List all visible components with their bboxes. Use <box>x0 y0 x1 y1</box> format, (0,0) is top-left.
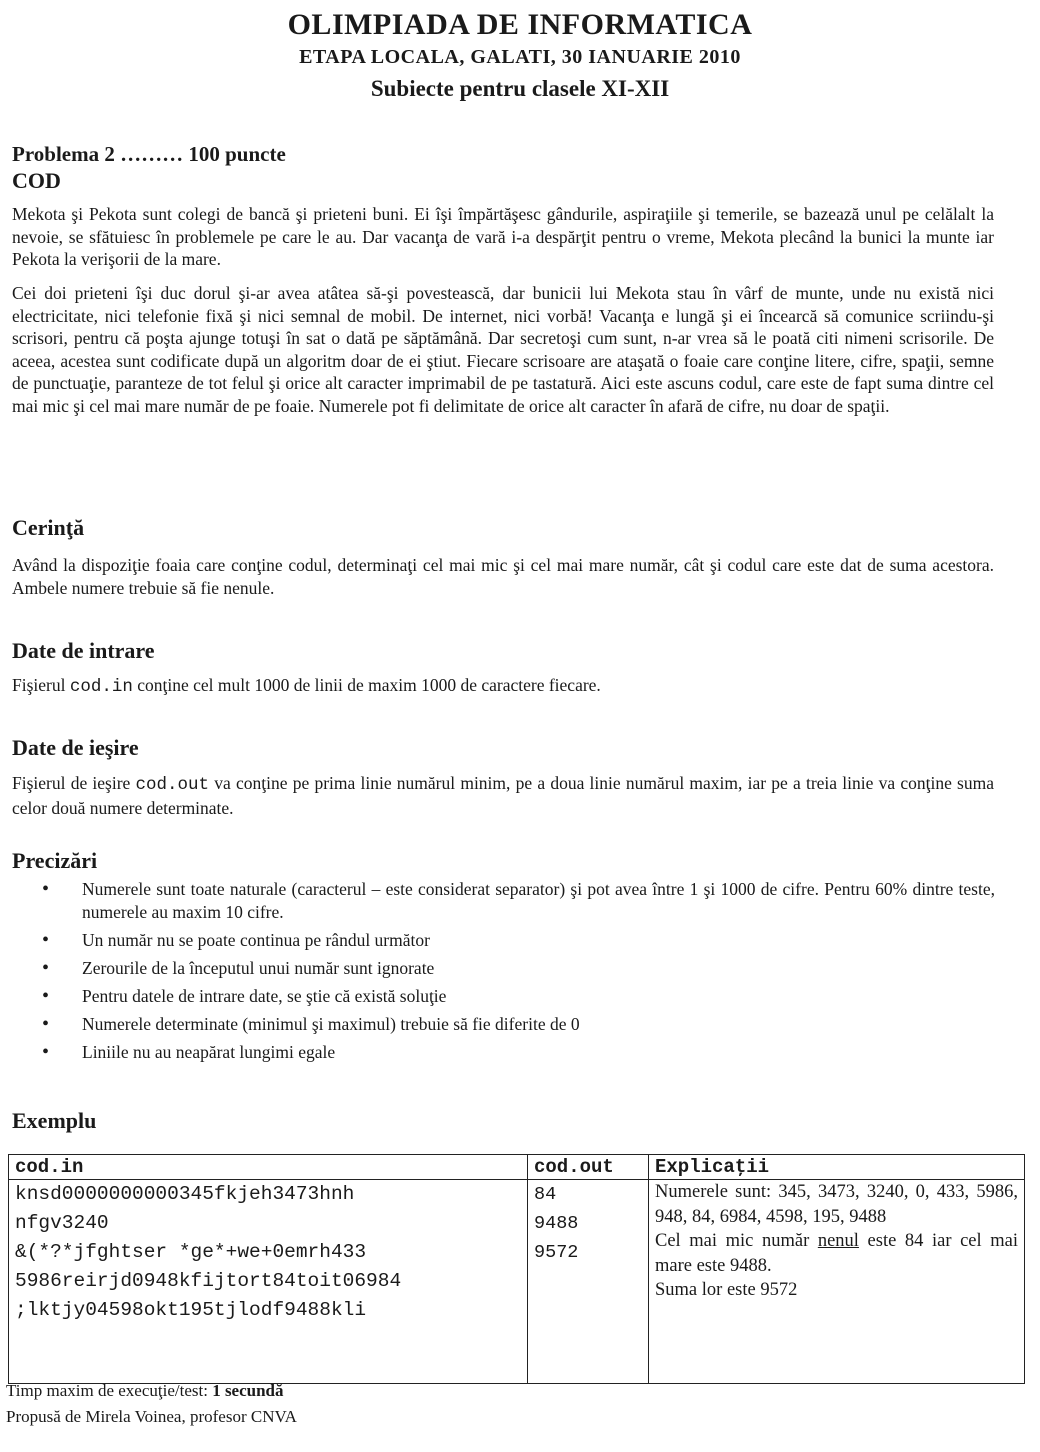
input-filename: cod.in <box>69 677 133 697</box>
iesire-text <box>12 772 994 819</box>
explanation-sum: Suma lor este 9572 <box>655 1280 798 1300</box>
input-line: nfgv3240 <box>15 1212 109 1234</box>
output-line: 9488 <box>534 1213 579 1234</box>
precizari-list <box>40 878 995 1069</box>
list-item: • Pentru datele de intrare date, se ştie că există soluţie <box>40 985 995 1008</box>
list-item: • Un număr nu se poate continua pe rândul următor <box>40 929 995 952</box>
document-subtitle: ETAPA LOCALA, GALATI, 30 IANUARIE 2010 <box>299 46 741 68</box>
explanation-numbers: Numerele sunt: 345, 3473, 3240, 0, 433, 5986, 948, 84, 6984, 4598, 195, 9488 <box>655 1182 1018 1227</box>
minmax-after: este 84 iar cel mai mare este 9488. <box>655 1231 1019 1276</box>
table-row <box>9 1155 1025 1180</box>
iesire-title: Date de ieşire <box>12 735 139 760</box>
list-item: • Numerele sunt toate naturale (caracterul – este considerat separator) şi pot avea între 1 şi 1000 de cifre. Pentru 60% dintre teste, numerele au maxim 10 cifre. <box>40 878 995 923</box>
input-line: &(*?*jfghtser *ge*+we+0emrh433 <box>15 1241 367 1263</box>
explanation-minmax <box>655 1229 1018 1278</box>
example-explanation-cell <box>649 1180 1025 1384</box>
document-title: OLIMPIADA DE INFORMATICA <box>287 8 753 41</box>
header-cod-out: cod.out <box>528 1155 649 1180</box>
document-classes: Subiecte pentru clasele XI-XII <box>370 76 670 101</box>
iesire-text-after: va conţine pe prima linie numărul minim, pe a doua linie numărul maxim, iar pe a treia linie va conţine suma celor două numere determinate. <box>12 773 994 818</box>
example-input-cell <box>9 1180 528 1384</box>
time-limit-value: 1 secundă <box>212 1381 284 1400</box>
statement-paragraph-1: Mekota şi Pekota sunt colegi de bancă şi prieteni buni. Ei îşi împărtăşesc gândurile, aspiraţiile şi temerile, se bazează unul pe celălalt la nevoie, se sfătuiesc în problemele pe care le au. Dar vacanţa de vară i-a despărţit pentru o vreme, Mekota plecând la bunici la munte iar Pekota la verişorii de la mare. <box>12 204 994 269</box>
intrare-text <box>12 674 994 699</box>
minmax-before: Cel mai mic număr <box>655 1231 818 1251</box>
list-item: • Liniile nu au neapărat lungimi egale <box>40 1041 995 1064</box>
table-row <box>9 1180 1025 1384</box>
time-limit <box>6 1381 284 1401</box>
cerinta-text: Având la dispoziţie foaia care conţine codul, determinaţi cel mai mic şi cel mai mare număr, cât şi codul care este dat de suma acestora. Ambele numere trebuie să fie nenule. <box>12 555 994 598</box>
statement-paragraph-2: Cei doi prieteni îşi duc dorul şi-ar avea atâtea să-şi povestească, dar bunicii lui Mekota stau în vârf de munte, unde nu există nici electricitate, nici telefonie fixă şi nici semnal de mobil. De internet, nici vorbă! Vacanţa e lungă şi ei încearcă să comunice scriindu-şi scrisori, pentru că poşta ajunge totuşi în sat o dată pe săptămână. Dar secretoşi cum sunt, n-ar vrea să le poată citi nimeni scrisorile. De aceea, acestea sunt codificate după un algoritm doar de ei ştiut. Fiecare scrisoare are ataşată o foaie care conţine litere, cifre, spaţii, semne de punctuaţie, paranteze de tot felul şi orice alt caracter imprimabil de pe tastatură. Aici este ascuns codul, care este de fapt suma dintre cel mai mic şi cel mai mare număr de pe foaie. Numerele pot fi delimitate de orice alt caracter în afară de cifre, nu doar de spaţii. <box>12 283 994 416</box>
list-item: • Zerourile de la începutul unui număr sunt ignorate <box>40 957 995 980</box>
header-explicatii: Explicaţii <box>649 1155 1025 1180</box>
output-line: 9572 <box>534 1242 579 1263</box>
input-line: 5986reirjd0948kfijtort84toit06984 <box>15 1270 402 1292</box>
input-line: knsd0000000000345fkjeh3473hnh <box>15 1183 355 1205</box>
header-cod-in: cod.in <box>9 1155 528 1180</box>
iesire-text-before: Fişierul de ieşire <box>12 773 136 793</box>
input-line: ;lktjy04598okt195tjlodf9488kli <box>15 1299 367 1321</box>
problem-name: COD <box>12 168 61 193</box>
intrare-text-before: Fişierul <box>12 675 70 695</box>
example-table <box>8 1154 1025 1384</box>
exemplu-title: Exemplu <box>12 1108 97 1133</box>
problem-heading: Problema 2 ……… 100 puncte <box>12 142 286 166</box>
intrare-text-after: conţine cel mult 1000 de linii de maxim 1000 de caractere fiecare. <box>132 675 601 695</box>
author-line: Propusă de Mirela Voinea, profesor CNVA <box>6 1407 297 1426</box>
cerinta-title: Cerinţă <box>12 515 85 540</box>
intrare-title: Date de intrare <box>12 638 155 663</box>
time-limit-label: Timp maxim de execuţie/test: <box>6 1381 213 1400</box>
minmax-underlined: nenul <box>817 1231 859 1251</box>
example-output-cell <box>528 1180 649 1384</box>
list-item: • Numerele determinate (minimul şi maximul) trebuie să fie diferite de 0 <box>40 1013 995 1036</box>
output-line: 84 <box>534 1184 557 1205</box>
precizari-title: Precizări <box>12 848 98 873</box>
output-filename: cod.out <box>135 775 210 795</box>
